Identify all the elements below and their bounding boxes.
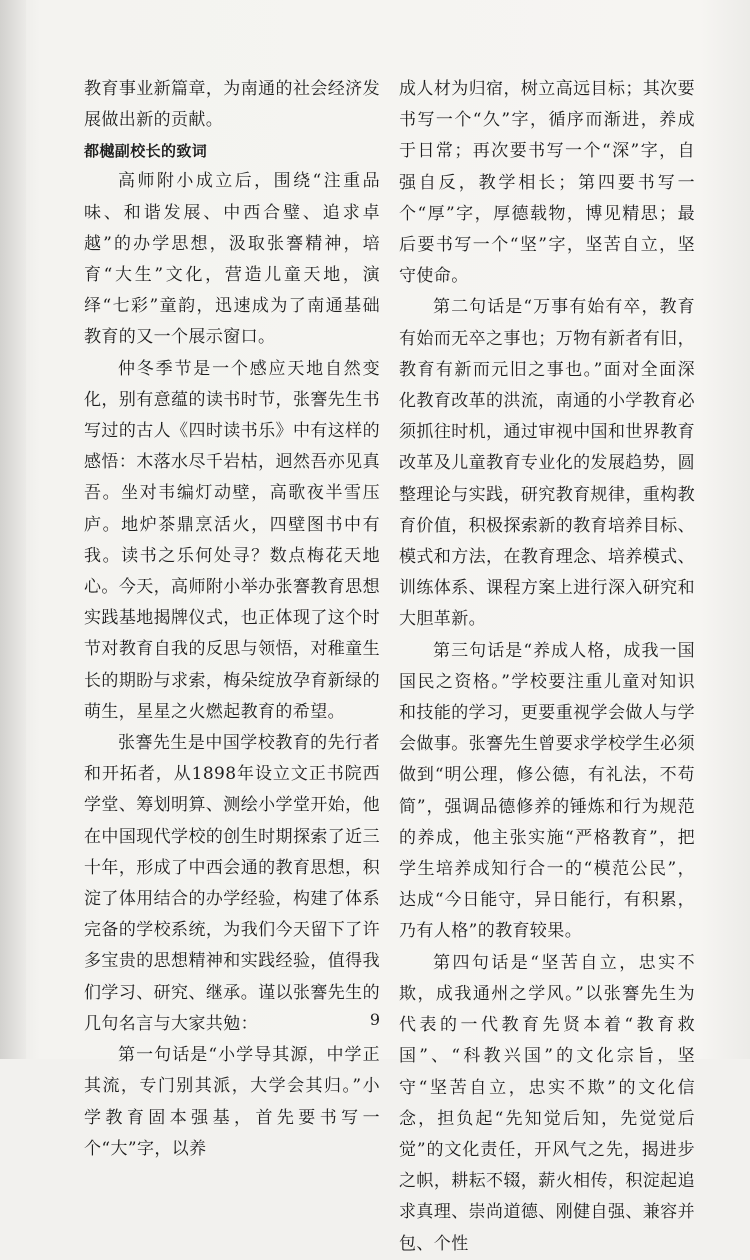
paragraph: 第二句话是“万事有始有卒，教育有始而无卒之事也；万物有新者有旧，教育有新而元旧之事也。”面对全面深化教育改革的洪流，南通的小学教育必须抓往时机，通过审视中国和世界教育改革及儿童教育专业化的发展趋势，圆整理论与实践，研究教育规律，重构教育价值，积极探索新的教育培养目标、模式和方法，在教育理念、培养模式、训练体系、课程方案上进行深入研究和大胆革新。	[399, 297, 695, 630]
right-text-column	[399, 74, 695, 1260]
paragraph: 高师附小成立后，围绕“注重品味、和谐发展、中西合璧、追求卓越”的办学思想，汲取张謇精神，培育“大生”文化，营造儿童天地，演绎“七彩”童韵，迅速成为了南通基础教育的又一个展示窗口。	[84, 171, 380, 348]
page-gutter-shadow	[0, 0, 26, 1059]
paragraph: 第四句话是“坚苦自立，忠实不欺，成我通州之学风。”以张謇先生为代表的一代教育先贤本着“教育救国”、“科教兴国”的文化宗旨，坚守“坚苦自立，忠实不欺”的文化信念，担负起“先知觉后知，先觉觉后觉”的文化责任，开风气之先，揭进步之帜，耕耘不辍，薪火相传，积淀起追求真理、崇尚道德、刚健自强、兼容并包、个性	[399, 952, 695, 1254]
left-text-column	[84, 74, 380, 1165]
paragraph-continuation: 教育事业新篇章，为南通的社会经济发展做出新的贡献。	[84, 79, 380, 131]
paragraph: 仲冬季节是一个感应天地自然变化，别有意蕴的读书时节，张謇先生书写过的古人《四时读书乐》中有这样的感悟：木落水尽千岩枯，迥然吾亦见真吾。坐对韦编灯动壁，高歌夜半雪压庐。地炉茶鼎烹活火，四壁图书中有我。读书之乐何处寻？数点梅花天地心。今天，高师附小举办张謇教育思想实践基地揭牌仪式，也正体现了这个时节对教育自我的反思与领悟，对稚童生长的期盼与求索，梅朵绽放孕育新绿的萌生，星星之火燃起教育的希望。	[84, 358, 380, 722]
paragraph: 第三句话是“养成人格，成我一国国民之资格。”学校要注重儿童对知识和技能的学习，更要重视学会做人与学会做事。张謇先生曾要求学校学生必须做到“明公理，修公德，有礼法，不苟简”，强调品德修养的锤炼和行为规范的养成，他主张实施“严格教育”，把学生培养成知行合一的“模范公民”，达成“今日能守，异日能行，有积累，乃有人格”的教育较果。	[399, 640, 695, 942]
section-heading: 都樾副校长的致词	[84, 142, 208, 161]
paragraph-continuation: 成人材为归宿，树立高远目标；其次要书写一个“久”字，循序而渐进，养成于日常；再次要书写一个“深”字，自强自反，教学相长；第四要书写一个“厚”字，厚德载物，博见精思；最后要书写一个“坚”字，坚苦自立，坚守使命。	[399, 79, 695, 287]
paragraph: 张謇先生是中国学校教育的先行者和开拓者，从1898年设立文正书院西学堂、筹划明算、测绘小学堂开始，他在中国现代学校的创生时期探索了近三十年，形成了中西会通的教育思想，积淀了体用结合的办学经验，构建了体系完备的学校系统，为我们今天留下了许多宝贵的思想精神和实践经验，值得我们学习、研究、继承。谨以张謇先生的几句名言与大家共勉：	[84, 733, 380, 1034]
paragraph: 第一句话是“小学导其源，中学正其流，专门别其派，大学会其归。”小学教育固本强基，首先要书写一个“大”字，以养	[84, 1045, 380, 1159]
page-number: 9	[369, 1010, 381, 1029]
